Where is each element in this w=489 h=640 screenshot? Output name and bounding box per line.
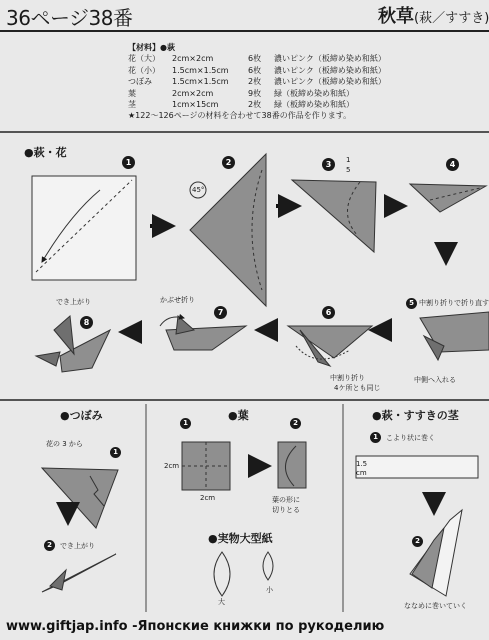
step-number: 2 (222, 156, 235, 169)
step-number: 6 (322, 306, 335, 319)
section-bud: ●つぼみ (60, 409, 103, 422)
step-number: 3 (322, 158, 335, 171)
step-number: 8 (80, 316, 93, 329)
bud-step1-shape (42, 468, 118, 528)
stem-strip (356, 456, 478, 478)
title-sub: (萩／すすき) (414, 11, 489, 26)
title-main: 秋草 (378, 6, 414, 27)
fraction-denominator: 5 (346, 166, 351, 174)
step-number: 7 (214, 306, 227, 319)
material-qty: 2枚 (248, 100, 262, 110)
step4-shape (410, 184, 486, 212)
step-number: 5 (406, 298, 417, 309)
pattern-small-label: 小 (266, 586, 273, 594)
section-flower: ●萩・花 (24, 146, 67, 159)
material-part: 花（大） (128, 54, 160, 64)
material-part: 花（小） (128, 65, 160, 75)
pattern-large-label: 大 (218, 598, 225, 606)
material-qty: 6枚 (248, 54, 262, 64)
material-size: 1.5cm×1.5cm (172, 65, 229, 75)
material-size: 1cm×15cm (172, 100, 219, 110)
step-number: 2 (412, 536, 423, 547)
step3-shape (292, 180, 376, 252)
step6-label: 中割り折り (330, 374, 365, 382)
step-number: 2 (44, 540, 55, 551)
bud-done-base (50, 570, 66, 590)
angle-label: 45° (192, 186, 205, 194)
stem-roll-label: こより状に巻く (386, 434, 435, 442)
material-paper: 濃いピンク（板締め染め和紙） (274, 54, 386, 64)
step-number: 1 (122, 156, 135, 169)
step5-label-inside: 中側へ入れる (414, 376, 456, 384)
step-number: 1 (110, 447, 121, 458)
leaf-size-bottom: 2cm (200, 494, 216, 502)
stem-diagonal-label: ななめに巻いていく (404, 602, 467, 610)
stem-width-label: 1.5 (356, 460, 368, 468)
bud-from-label: 花の 3 から (46, 440, 83, 448)
step-number: 4 (446, 158, 459, 171)
pattern-small (263, 552, 273, 580)
material-qty: 2枚 (248, 77, 262, 87)
step5-label: 中割り折りで折り直す (419, 299, 489, 307)
material-qty: 6枚 (248, 65, 262, 75)
step8-petal (54, 316, 74, 354)
step8-stem (36, 352, 60, 366)
stem-width-unit: cm (356, 469, 367, 477)
material-paper: 濃いピンク（板締め染め和紙） (274, 77, 386, 87)
footer-watermark: www.giftjap.info -Японские книжки по рукоделию (6, 619, 385, 634)
step-number: 1 (370, 432, 381, 443)
bud-from-suffix: から (68, 440, 83, 448)
step2-shape (190, 154, 266, 306)
material-paper: 濃いピンク（板締め染め和紙） (274, 65, 386, 75)
step-number: 1 (180, 418, 191, 429)
page-number: 36ページ38番 (6, 6, 133, 30)
pattern-large (214, 552, 230, 596)
section-stem: ●萩・すすきの茎 (372, 409, 459, 422)
step-number: 2 (290, 418, 301, 429)
step7-label: かぶせ折り (160, 296, 195, 304)
leaf-cut-label: 葉の形に (272, 496, 300, 504)
fraction-numerator: 1 (346, 156, 351, 164)
material-size: 1.5cm×1.5cm (172, 77, 229, 87)
section-pattern: ●実物大型紙 (208, 532, 273, 545)
material-part: 葉 (128, 88, 136, 98)
materials-note: ★122〜126ページの材料を合わせて38番の作品を作ります。 (128, 111, 352, 121)
leaf-cut-label-2: 切りとる (272, 506, 300, 514)
material-size: 2cm×2cm (172, 54, 214, 64)
section-leaf: ●葉 (228, 409, 249, 422)
material-paper: 緑（板締め染め和紙） (274, 88, 354, 98)
materials-heading: 【材料】●萩 (128, 43, 175, 52)
step6-label-all: 4ケ所とも同じ (334, 384, 381, 392)
material-part: 茎 (128, 100, 136, 110)
material-part: つぼみ (128, 77, 152, 87)
done-label: でき上がり (56, 298, 91, 306)
material-paper: 緑（板締め染め和紙） (274, 100, 354, 110)
bud-from-text: 花の (46, 440, 60, 448)
bud-done-label: でき上がり (60, 542, 95, 550)
leaf-size-side: 2cm (164, 462, 180, 470)
material-qty: 9枚 (248, 88, 262, 98)
material-size: 2cm×2cm (172, 88, 214, 98)
leaf-folded (278, 442, 306, 488)
